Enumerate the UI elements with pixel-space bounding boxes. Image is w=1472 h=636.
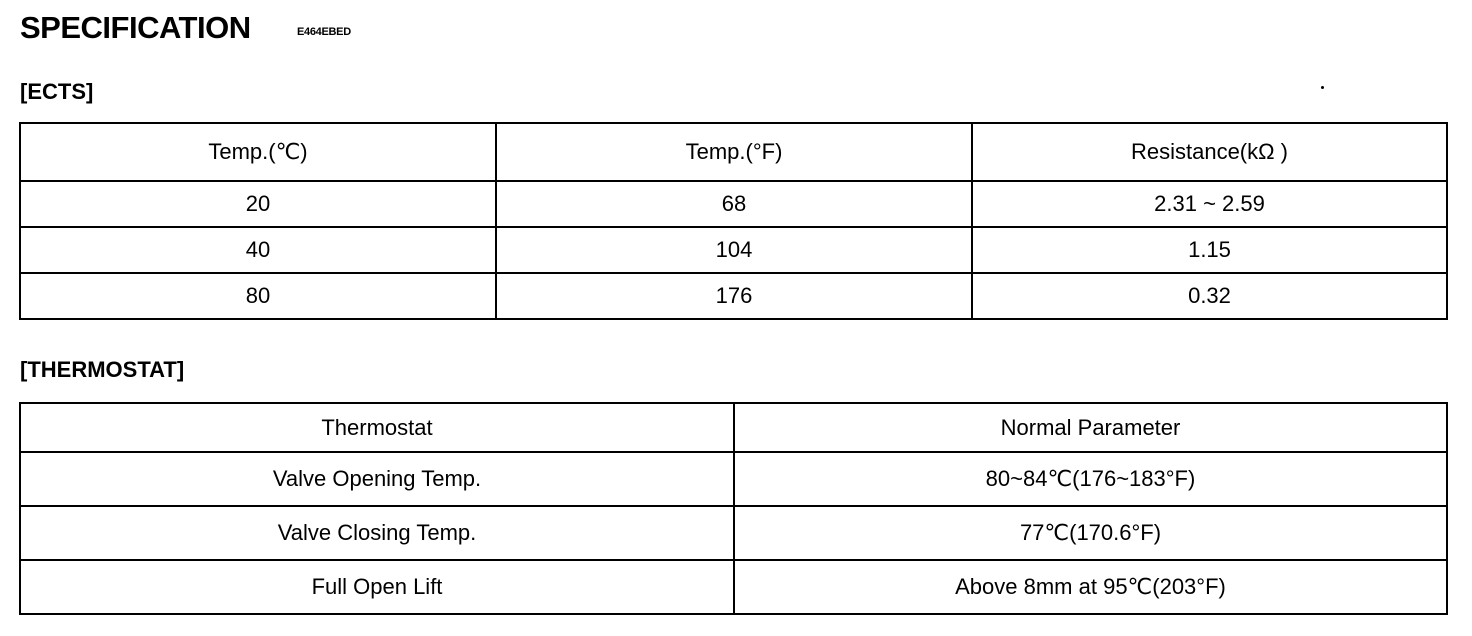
table-cell: 104 <box>496 227 972 273</box>
table-row <box>20 273 1447 319</box>
scan-speck <box>1321 86 1324 89</box>
table-row <box>20 560 1447 614</box>
table-cell: 176 <box>496 273 972 319</box>
column-header-thermostat: Thermostat <box>20 403 734 452</box>
table-row <box>20 181 1447 227</box>
table-header-row <box>20 123 1447 181</box>
ects-table <box>19 122 1448 320</box>
column-header-temp-f: Temp.(°F) <box>496 123 972 181</box>
thermostat-table <box>19 402 1448 615</box>
table-cell: Valve Opening Temp. <box>20 452 734 506</box>
table-row <box>20 227 1447 273</box>
table-cell: 1.15 <box>972 227 1447 273</box>
table-cell: 80~84℃(176~183°F) <box>734 452 1447 506</box>
table-cell: 0.32 <box>972 273 1447 319</box>
table-cell: Full Open Lift <box>20 560 734 614</box>
table-cell: 68 <box>496 181 972 227</box>
column-header-normal-parameter: Normal Parameter <box>734 403 1447 452</box>
column-header-temp-c: Temp.(℃) <box>20 123 496 181</box>
thermostat-section-heading: [THERMOSTAT] <box>20 357 185 382</box>
page-title: SPECIFICATION <box>20 10 251 45</box>
table-header-row <box>20 403 1447 452</box>
table-row <box>20 452 1447 506</box>
table-cell: 40 <box>20 227 496 273</box>
table-cell: 80 <box>20 273 496 319</box>
column-header-resistance: Resistance(kΩ ) <box>972 123 1447 181</box>
table-cell: 20 <box>20 181 496 227</box>
table-cell: 77℃(170.6°F) <box>734 506 1447 560</box>
document-code: E464EBED <box>297 26 351 38</box>
table-cell: Valve Closing Temp. <box>20 506 734 560</box>
table-cell: Above 8mm at 95℃(203°F) <box>734 560 1447 614</box>
table-cell: 2.31 ~ 2.59 <box>972 181 1447 227</box>
table-row <box>20 506 1447 560</box>
ects-section-heading: [ECTS] <box>20 79 94 104</box>
